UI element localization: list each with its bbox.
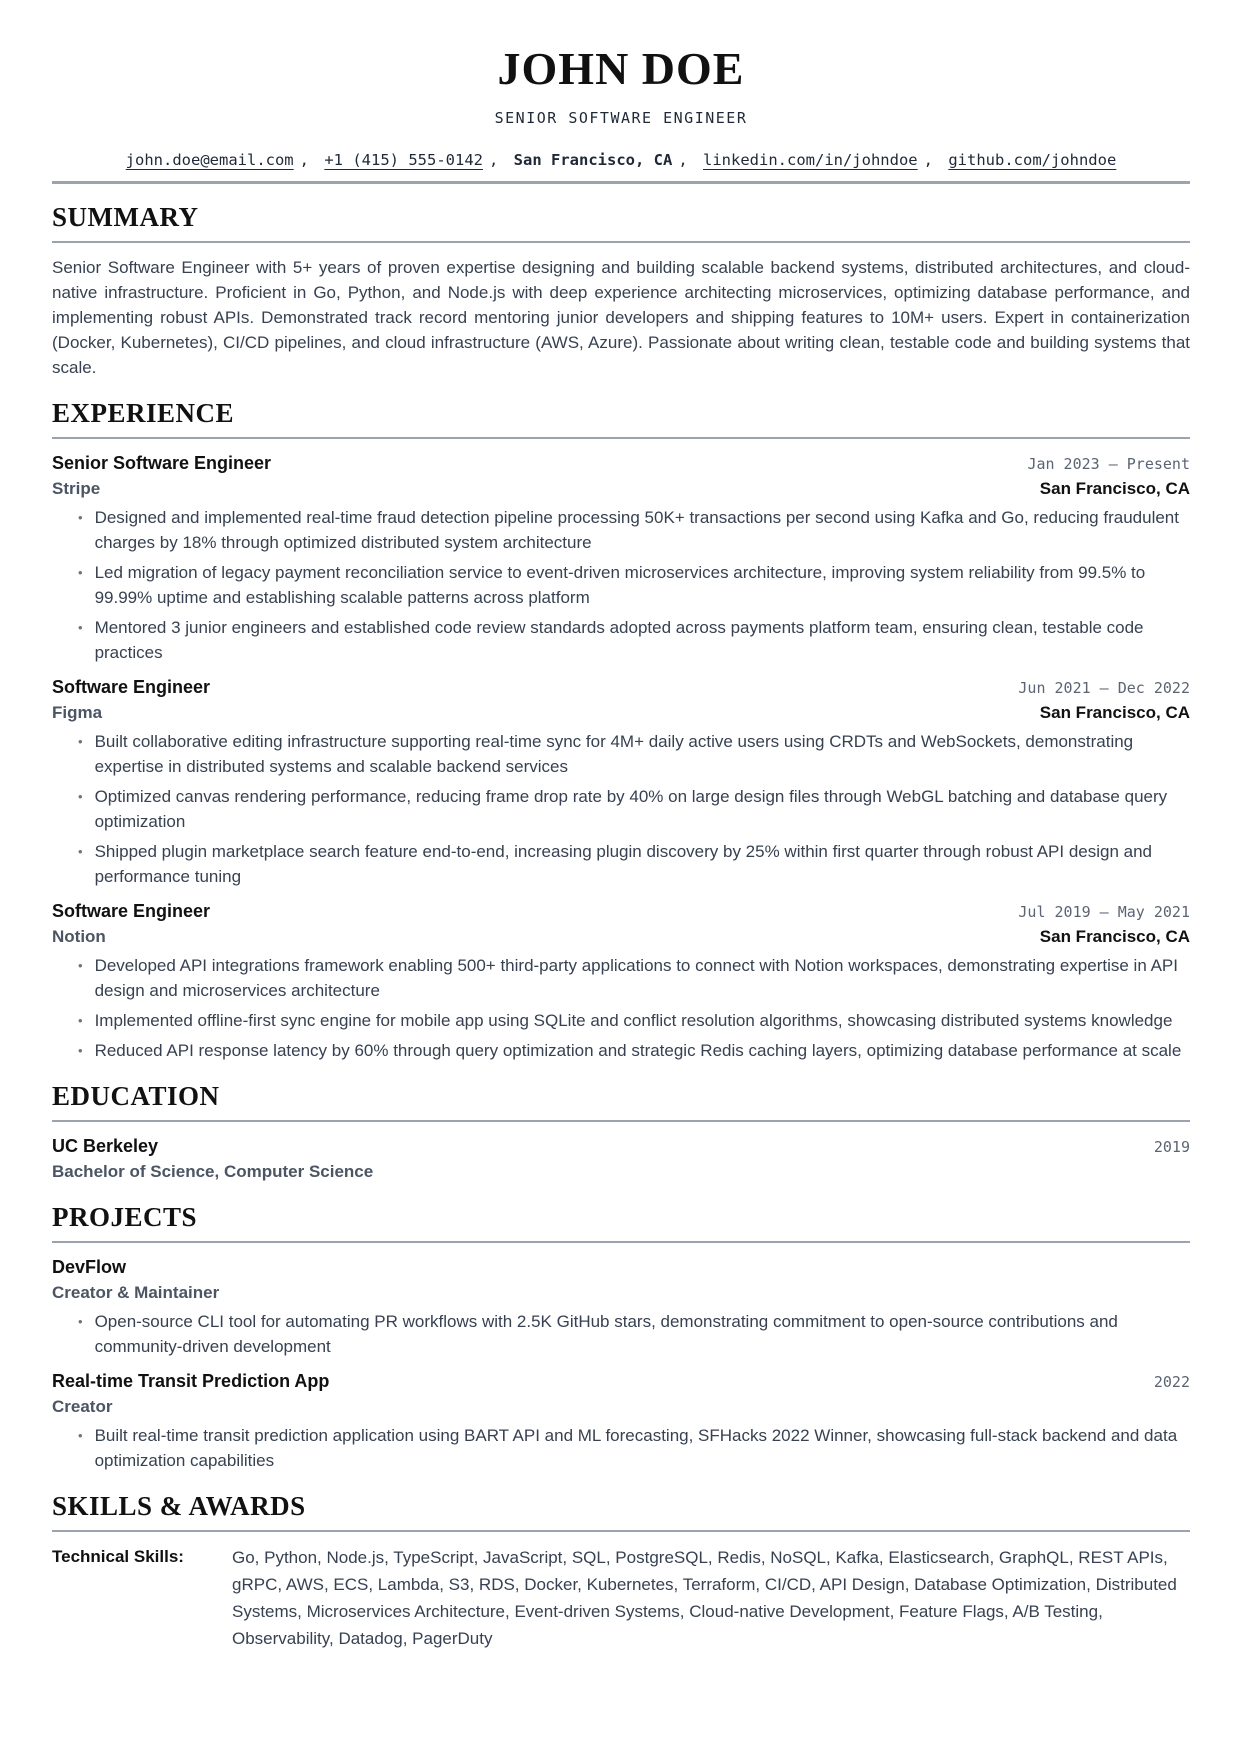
experience-section [52, 398, 1190, 1063]
phone-link[interactable]: +1 (415) 555-0142 [324, 150, 483, 169]
school-name: UC Berkeley [52, 1135, 159, 1156]
bullet-item: • Built real-time transit prediction application using BART API and ML forecasting, SFHacks 2022 Winner, showcasing full-stack backend and data optimization capabilities [78, 1423, 1190, 1473]
section-divider [52, 241, 1190, 243]
job-company: Notion [52, 926, 106, 946]
section-divider [52, 437, 1190, 439]
education-entry [52, 1134, 1190, 1184]
skills-section [52, 1491, 1190, 1652]
header-divider [52, 181, 1190, 184]
job-location: San Francisco, CA [1039, 702, 1190, 722]
bullet-marker: • [78, 1427, 83, 1443]
github-link[interactable]: github.com/johndoe [948, 150, 1117, 169]
bullet-item: • Designed and implemented real-time fraud detection pipeline processing 50K+ transactions per second using Kafka and Go, reducing fraudulent charges by 18% through optimized distributed system architecture [78, 505, 1190, 555]
bullet-item: • Led migration of legacy payment reconciliation service to event-driven microservices architecture, improving system reliability from 99.5% to 99.99% uptime and establishing scalable patterns across platform [78, 560, 1190, 610]
contact-separator: , [678, 150, 688, 169]
job-company: Stripe [52, 478, 101, 498]
bullet-item: • Open-source CLI tool for automating PR workflows with 2.5K GitHub stars, demonstrating commitment to open-source contributions and community-driven development [78, 1309, 1190, 1359]
bullet-marker: • [78, 509, 83, 525]
section-divider [52, 1530, 1190, 1532]
project-year: 2022 [1153, 1372, 1190, 1391]
project-entry [52, 1255, 1190, 1359]
bullet-marker: • [78, 1313, 83, 1329]
contact-location: San Francisco, CA [513, 150, 673, 169]
contact-line [52, 151, 1190, 169]
education-heading: EDUCATION [52, 1080, 220, 1111]
bullet-item: • Developed API integrations framework enabling 500+ third-party applications to connect with Notion workspaces, demonstrating expertise in API design and microservices architecture [78, 953, 1190, 1003]
job-entry [52, 675, 1190, 889]
project-name: Real-time Transit Prediction App [52, 1370, 330, 1391]
project-entry [52, 1369, 1190, 1473]
job-dates: Jan 2023 – Present [1027, 454, 1190, 473]
candidate-name: JOHN DOE [497, 43, 745, 94]
bullet-item: • Optimized canvas rendering performance, reducing frame drop rate by 40% on large design files through WebGL batching and database query optimization [78, 784, 1190, 834]
degree: Bachelor of Science, Computer Science [52, 1161, 374, 1181]
skills-row [52, 1544, 1190, 1652]
bullet-item: • Shipped plugin marketplace search feature end-to-end, increasing plugin discovery by 25% within first quarter through robust API design and performance tuning [78, 839, 1190, 889]
education-section [52, 1081, 1190, 1184]
job-bullets [52, 729, 1190, 889]
skills-label: Technical Skills: [52, 1546, 184, 1566]
job-dates: Jul 2019 – May 2021 [1018, 902, 1190, 921]
job-company: Figma [52, 702, 103, 722]
education-year: 2019 [1153, 1137, 1190, 1156]
project-bullets [52, 1309, 1190, 1359]
project-role: Creator [52, 1396, 113, 1416]
linkedin-link[interactable]: linkedin.com/in/johndoe [703, 150, 918, 169]
summary-text: Senior Software Engineer with 5+ years of proven expertise designing and building scalable backend systems, distributed architectures, and cloud-native infrastructure. Proficient in Go, Python, and Node.js with deep experience architecting microservices, optimizing database performance, and implementing robust APIs. Demonstrated track record mentoring junior developers and shipping features to 10M+ users. Expert in containerization (Docker, Kubernetes), CI/CD pipelines, and cloud infrastructure (AWS, Azure). Passionate about writing clean, testable code and building systems that scale. [52, 257, 1190, 377]
job-location: San Francisco, CA [1039, 478, 1190, 498]
candidate-title: SENIOR SOFTWARE ENGINEER [494, 108, 748, 127]
summary-section [52, 202, 1190, 380]
project-bullets [52, 1423, 1190, 1473]
bullet-marker: • [78, 733, 83, 749]
job-title: Senior Software Engineer [52, 452, 272, 473]
skills-text: Go, Python, Node.js, TypeScript, JavaScript, SQL, PostgreSQL, Redis, NoSQL, Kafka, Elasticsearch, GraphQL, REST APIs, gRPC, AWS, ECS, Lambda, S3, RDS, Docker, Kubernetes, Terraform, CI/CD, API Design, Database Optimization, Distributed Systems, Microservices Architecture, Event-driven Systems, Cloud-native Development, Feature Flags, A/B Testing, Observability, Datadog, PagerDuty [232, 1547, 1177, 1648]
resume-header [52, 44, 1190, 184]
section-divider [52, 1120, 1190, 1122]
bullet-marker: • [78, 843, 83, 859]
email-link[interactable]: john.doe@email.com [125, 150, 294, 169]
job-dates: Jun 2021 – Dec 2022 [1018, 678, 1190, 697]
skills-heading: SKILLS & AWARDS [52, 1490, 306, 1521]
job-location: San Francisco, CA [1039, 926, 1190, 946]
summary-heading: SUMMARY [52, 201, 199, 232]
project-name: DevFlow [52, 1256, 127, 1277]
bullet-marker: • [78, 1012, 83, 1028]
projects-section [52, 1202, 1190, 1473]
projects-heading: PROJECTS [52, 1201, 198, 1232]
job-bullets [52, 505, 1190, 665]
bullet-item: • Reduced API response latency by 60% through query optimization and strategic Redis caching layers, optimizing database performance at scale [78, 1038, 1190, 1063]
experience-heading: EXPERIENCE [52, 397, 235, 428]
job-title: Software Engineer [52, 676, 211, 697]
job-bullets [52, 953, 1190, 1063]
bullet-marker: • [78, 1042, 83, 1058]
contact-separator: , [299, 150, 309, 169]
job-entry [52, 899, 1190, 1063]
job-entry [52, 451, 1190, 665]
contact-separator: , [488, 150, 499, 169]
job-title: Software Engineer [52, 900, 211, 921]
bullet-marker: • [78, 619, 83, 635]
bullet-item: • Built collaborative editing infrastructure supporting real-time sync for 4M+ daily active users using CRDTs and WebSockets, demonstrating expertise in distributed systems and scalable backend services [78, 729, 1190, 779]
project-role: Creator & Maintainer [52, 1282, 220, 1302]
bullet-item: • Implemented offline-first sync engine for mobile app using SQLite and conflict resolution algorithms, showcasing distributed systems knowledge [78, 1008, 1190, 1033]
bullet-marker: • [78, 957, 83, 973]
bullet-item: • Mentored 3 junior engineers and established code review standards adopted across payments platform team, ensuring clean, testable code practices [78, 615, 1190, 665]
section-divider [52, 1241, 1190, 1243]
bullet-marker: • [78, 564, 83, 580]
bullet-marker: • [78, 788, 83, 804]
contact-separator: , [923, 150, 933, 169]
